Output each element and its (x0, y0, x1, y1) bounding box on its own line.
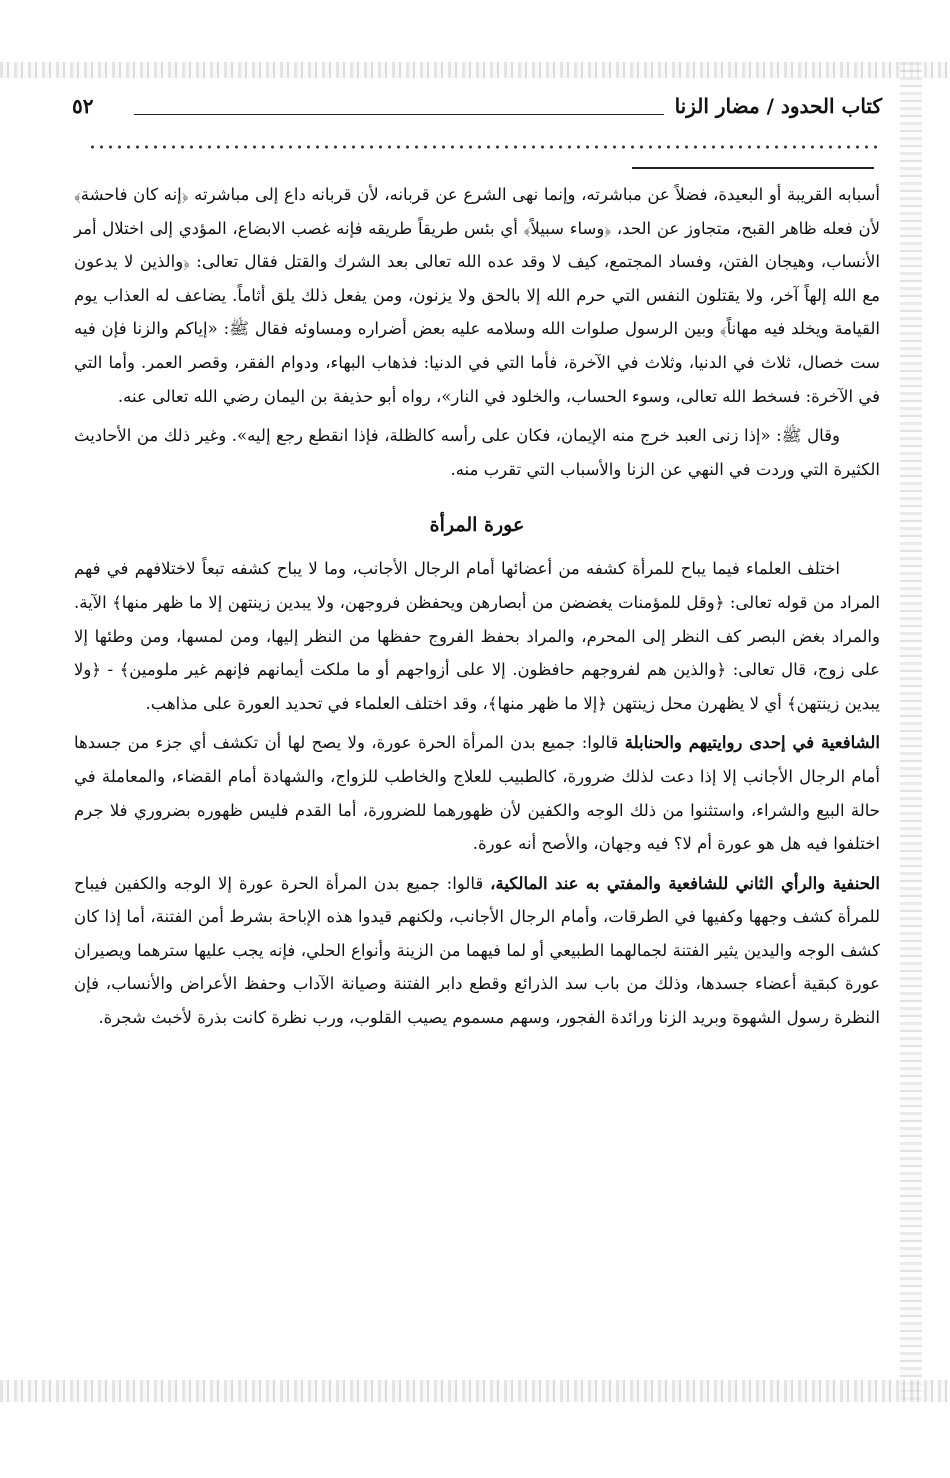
body-paragraph: أسبابه القريبة أو البعيدة، فضلاً عن مباشرته، وإنما نهى الشرع عن قربانه، لأن قربانه داع إلى مباشرته ﴿إنه كان فاحشة﴾ لأن فعله ظاهر القبح، متجاوز عن الحد، ﴿وساء سبيلاً﴾ أي بئس طريقاً طريقه فإنه غصب الابضاع، المؤدي إلى اختلال أمر الأنساب، وهيجان الفتن، وفساد المجتمع، كيف لا وقد عده الله تعالى بعد الشرك والقتل فقال تعالى: ﴿والذين لا يدعون مع الله إلهاً آخر، ولا يقتلون النفس التي حرم الله إلا بالحق ولا يزنون، ومن يفعل ذلك يلق أثاماً. يضاعف له العذاب يوم القيامة ويخلد فيه مهاناً﴾ وبين الرسول صلوات الله وسلامه عليه بعض أضراره ومساوئه فقال ﷺ: «إياكم والزنا فإن فيه ست خصال، ثلاث في الدنيا، وثلاث في الآخرة، فأما التي في الدنيا: فذهاب البهاء، ودوام الفقر، وقصر العمر. وأما التي في الآخرة: فسخط الله تعالى، وسوء الحساب، والخلود في النار»، رواه أبو حذيفة بن اليمان رضي الله تعالى عنه. (74, 185, 880, 406)
book-title: كتاب الحدود / مضار الزنا (674, 94, 882, 118)
dotted-divider (88, 143, 878, 151)
body-paragraph: اختلف العلماء فيما يباح للمرأة كشفه من أعضائها أمام الرجال الأجانب، وما لا يباح كشفه تبعاً لاختلافهم في فهم المراد من قوله تعالى: ﴿وقل للمؤمنات يغضضن من أبصارهن ويحفظن فروجهن، ولا يبدين زينتهن إلا ما ظهر منها﴾ الآية. والمراد بغض البصر كف النظر إلى المحرم، والمراد بحفظ الفروج حفظها من النظر إليها، ومن لمسها، ومن وطئها إلا على زوج، قال تعالى: ﴿والذين هم لفروجهم حافظون. إلا على أزواجهم أو ما ملكت أيمانهم فإنهم غير ملومين﴾ - ﴿ولا يبدين زينتهن﴾ أي لا يظهرن محل زينتهن ﴿إلا ما ظهر منها﴾، وقد اختلف العلماء في تحديد العورة على مذاهب. (74, 559, 880, 713)
shafii-lead: الشافعية في إحدى روايتيهم والحنابلة (624, 733, 880, 753)
page-border-top (0, 62, 950, 78)
shafii-paragraph (74, 726, 880, 860)
running-header (72, 94, 882, 126)
hanafi-paragraph (74, 867, 880, 1035)
page-border-right (900, 62, 922, 1402)
continuation-rule (632, 167, 874, 169)
page-border-bottom (0, 1380, 950, 1402)
shafii-body: قالوا: جميع بدن المرأة الحرة عورة، ولا يصح لها أن تكشف أي جزء من جسدها أمام الرجال الأجانب إلا إذا دعت لذلك ضرورة، كالطبيب للعلاج والخاطب للزواج، والشهادة أمام القضاء، والمعاملة في حالة البيع والشراء، واستثنوا من ذلك الوجه والكفين لأن ظهورهما للضرورة، أما القدم فليس ظهوره بضروري فلا جرم اختلفوا فيه هل هو عورة أم لا؟ فيه وجهان، والأصح أنه عورة. (74, 733, 880, 854)
section-heading: عورة المرأة (429, 514, 525, 537)
page-number: ٥٢ (72, 94, 94, 118)
page-body (74, 178, 880, 1035)
hanafi-body: قالوا: جميع بدن المرأة الحرة عورة إلا الوجه والكفين فيباح للمرأة كشف وجهها وكفيها في الطرقات، وأمام الرجال الأجانب، ولكنهم قيدوا هذه الإباحة بشرط أمن الفتنة، أما إذا كان كشف الوجه واليدين يثير الفتنة لجمالهما الطبيعي أو لما فيهما من الزينة وأنواع الحلي، فإنه يجب عليها سترهما ويصيران عورة كبقية أعضاء جسدها، وذلك من باب سد الذرائع وقطع دابر الفتنة وصيانة الآداب وحفظ الأعراض والأنساب، فإن النظرة رسول الشهوة وبريد الزنا ورائدة الفجور، وسهم مسموم يصيب القلوب، ورب نظرة كانت بذرة لأخبث شجرة. (74, 873, 880, 1028)
body-paragraph: وقال ﷺ: «إذا زنى العبد خرج منه الإيمان، فكان على رأسه كالظلة، فإذا انقطع رجع إليه». وغير ذلك من الأحاديث الكثيرة التي وردت في النهي عن الزنا والأسباب التي تقرب منه. (74, 426, 880, 479)
header-rule (134, 114, 664, 115)
hanafi-lead: الحنفية والرأي الثاني للشافعية والمفتي به عند المالكية، (490, 873, 880, 893)
